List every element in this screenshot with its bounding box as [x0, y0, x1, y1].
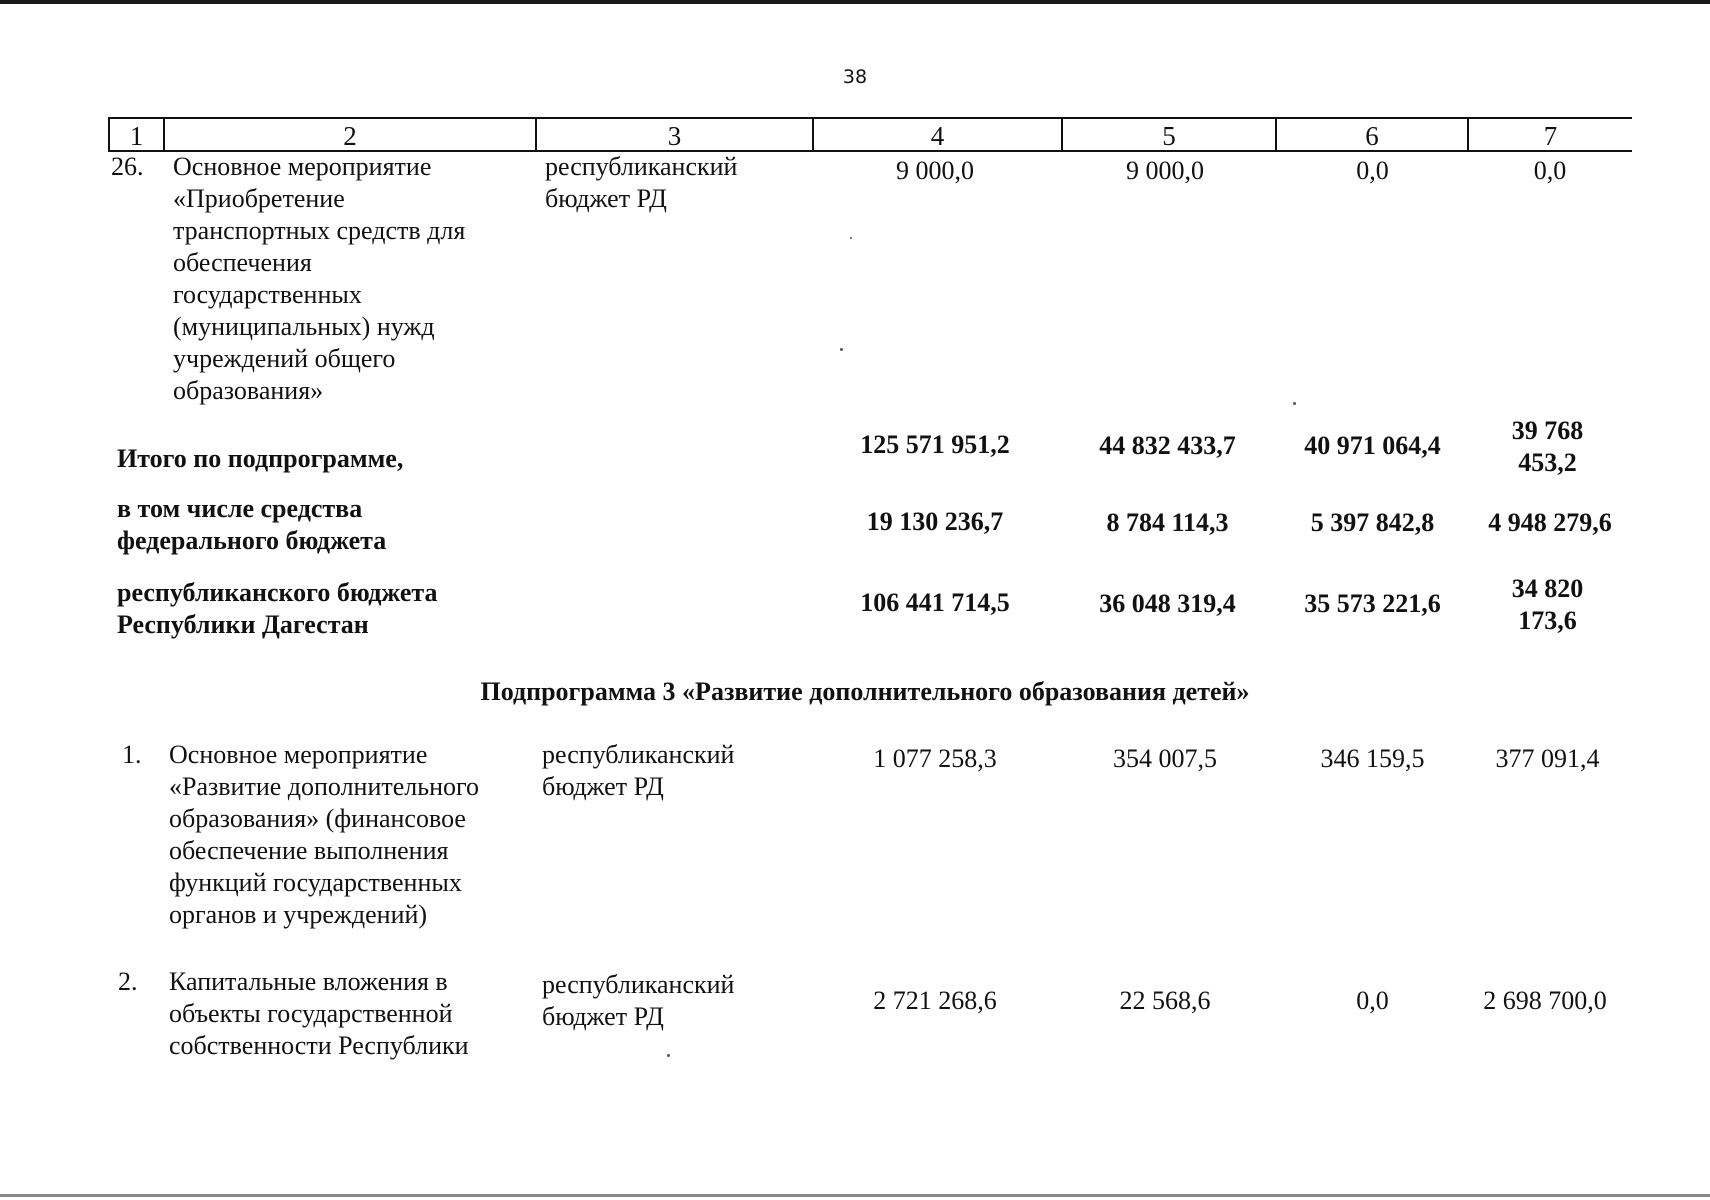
row-name: Основное мероприятие «Приобретение транспортных средств для обеспечения государственных (муниципальных) нужд учреждений общего образования»	[173, 152, 466, 405]
header-col-5: 5	[1162, 121, 1176, 151]
totals-value-col5: 36 048 319,4	[1099, 589, 1236, 618]
totals-value-col6: 40 971 064,4	[1304, 431, 1441, 460]
row-value-col4: 2 721 268,6	[873, 986, 997, 1015]
totals-value-col7: 4 948 279,6	[1488, 508, 1612, 537]
row-name: Капитальные вложения в объекты государственной собственности Республики	[169, 967, 469, 1060]
header-col-6: 6	[1365, 121, 1379, 151]
header-col-3: 3	[667, 121, 682, 151]
totals-value-col4: 125 571 951,2	[860, 430, 1010, 459]
page-number: 38	[842, 66, 868, 88]
header-top-border	[108, 117, 1632, 119]
totals-value-col4: 19 130 236,7	[866, 507, 1004, 536]
totals-value-col6: 5 397 842,8	[1310, 508, 1435, 537]
scan-speck	[667, 1054, 670, 1057]
totals-value-col4: 106 441 714,5	[860, 588, 1010, 617]
row-value-col5: 22 568,6	[1119, 986, 1211, 1015]
totals-label: республиканского бюджета Республики Дагестан	[117, 578, 438, 639]
header-col-7: 7	[1543, 121, 1558, 151]
scan-speck	[850, 237, 852, 239]
row-value-col5: 354 007,5	[1113, 744, 1217, 773]
header-col-4: 4	[930, 121, 945, 151]
totals-value-col5: 8 784 114,3	[1106, 508, 1229, 537]
row-value-col7: 2 698 700,0	[1483, 986, 1607, 1015]
row-value-col6: 0,0	[1356, 986, 1389, 1015]
row-value-col7: 0,0	[1533, 156, 1567, 185]
row-source: республиканский бюджет РД	[545, 152, 738, 213]
row-name: Основное мероприятие «Развитие дополнительного образования» (финансовое обеспечение выполнения функций государственных органов и учреждений)	[169, 740, 480, 929]
row-value-col4: 9 000,0	[896, 156, 974, 185]
row-value-col6: 0,0	[1356, 156, 1389, 185]
row-number: 26.	[111, 152, 144, 181]
scan-speck	[840, 348, 843, 351]
header-col-2: 2	[343, 121, 357, 151]
row-source: республиканский бюджет РД	[542, 740, 735, 801]
totals-label: в том числе средства федерального бюджета	[117, 494, 387, 555]
row-source: республиканский бюджет РД	[542, 970, 735, 1031]
row-value-col5: 9 000,0	[1126, 156, 1204, 185]
totals-value-col5: 44 832 433,7	[1099, 431, 1236, 460]
scan-edge-bottom	[0, 1194, 1710, 1197]
row-value-col6: 346 159,5	[1320, 744, 1425, 773]
totals-label: Итого по подпрограмме,	[117, 444, 404, 473]
totals-value-col7: 39 768 453,2	[1511, 416, 1584, 477]
row-value-col4: 1 077 258,3	[873, 744, 997, 773]
header-col-1: 1	[129, 121, 144, 151]
row-number: 2.	[118, 967, 138, 996]
totals-value-col7: 34 820 173,6	[1511, 574, 1584, 635]
row-value-col7: 377 091,4	[1495, 744, 1600, 773]
subprogram-title: Подпрограмма 3 «Развитие дополнительного образования детей»	[480, 677, 1250, 706]
totals-value-col6: 35 573 221,6	[1304, 589, 1441, 618]
scan-speck	[1293, 402, 1296, 405]
row-number: 1.	[122, 740, 142, 769]
scan-edge-top	[0, 0, 1710, 4]
